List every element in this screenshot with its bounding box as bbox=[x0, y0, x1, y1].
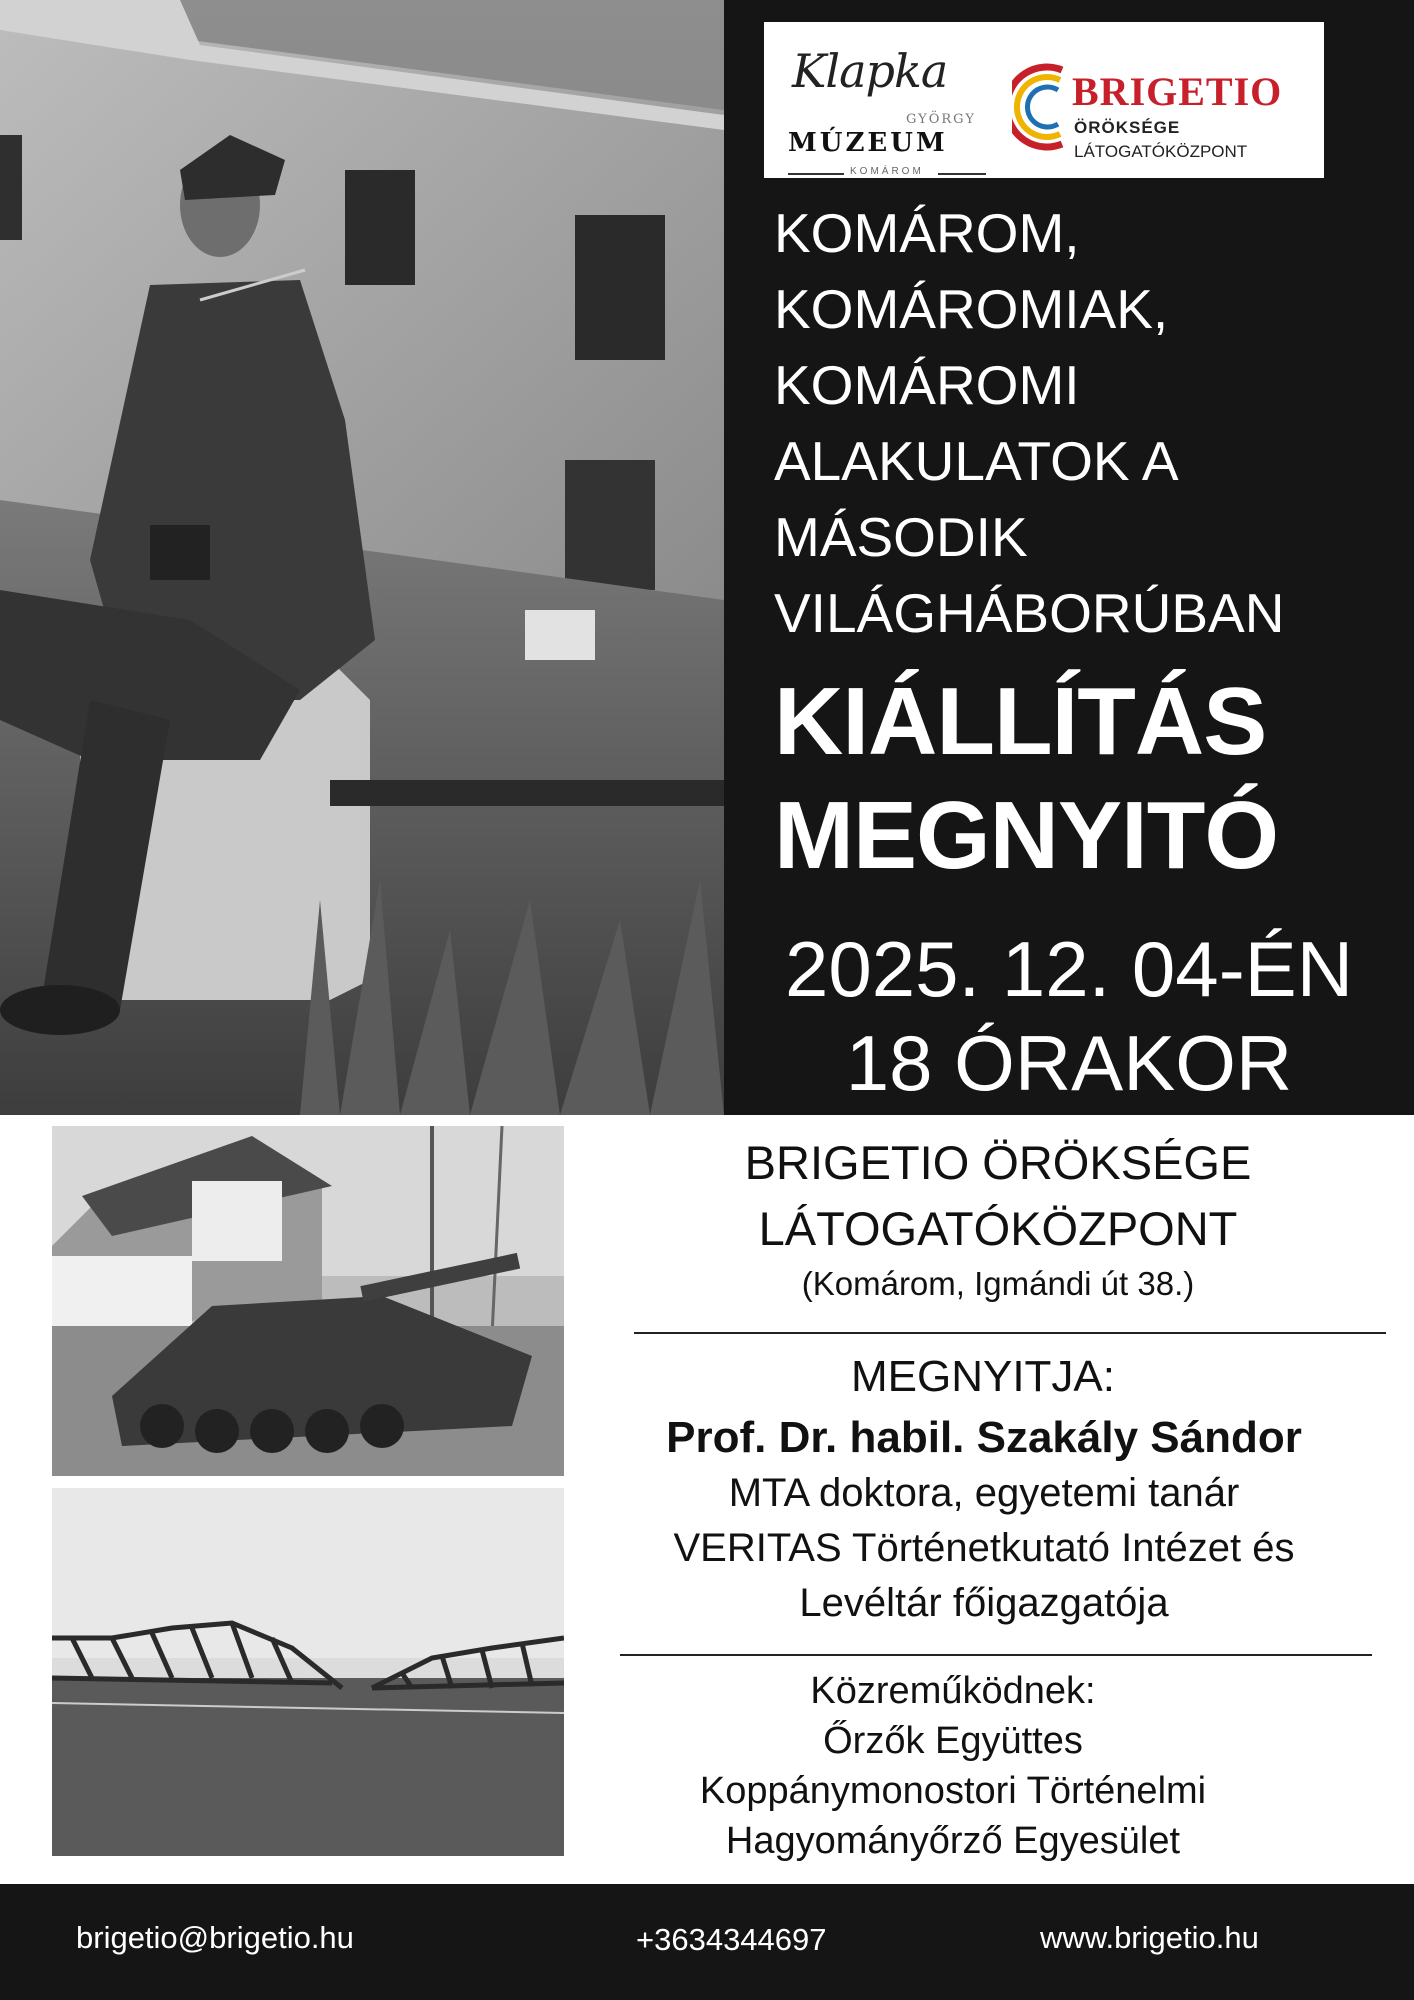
contributors-block bbox=[598, 1666, 1308, 1866]
event-title-line: KIÁLLÍTÁS bbox=[774, 668, 1267, 775]
klapka-script-text: Klapka bbox=[792, 44, 948, 98]
opener-role bbox=[598, 1466, 1370, 1631]
opener-role-line: MTA doktora, egyetemi tanár bbox=[728, 1471, 1240, 1515]
opener-role-line: Levéltár főigazgatója bbox=[799, 1581, 1169, 1625]
logo-bar bbox=[764, 22, 1324, 178]
brigetio-arc-icon bbox=[1012, 62, 1068, 152]
divider bbox=[634, 1332, 1386, 1334]
divider bbox=[620, 1654, 1372, 1656]
opener-label: MEGNYITJA: bbox=[850, 1352, 1116, 1401]
contributor-line: Koppánymonostori Történelmi bbox=[699, 1770, 1207, 1812]
event-datetime bbox=[724, 922, 1414, 1110]
footer-website[interactable]: www.brigetio.hu bbox=[1040, 1920, 1259, 1955]
headline-line: KOMÁROM, bbox=[774, 202, 1080, 264]
tank-photo bbox=[52, 1126, 564, 1476]
brigetio-title: BRIGETIO bbox=[1072, 69, 1283, 114]
venue-block bbox=[598, 1130, 1398, 1306]
footer-email[interactable]: brigetio@brigetio.hu bbox=[76, 1920, 354, 1955]
klapka-muzeum-text: MÚZEUM bbox=[788, 128, 948, 158]
headline-line: KOMÁROMIAK, bbox=[774, 278, 1169, 340]
event-title-line: MEGNYITÓ bbox=[774, 782, 1279, 889]
brigetio-logo bbox=[1012, 62, 1312, 162]
venue-name-line: LÁTOGATÓKÖZPONT bbox=[758, 1202, 1238, 1255]
brigetio-subtitle-1: ÖRÖKSÉGE bbox=[1074, 118, 1181, 137]
event-date: 2025. 12. 04-ÉN bbox=[784, 925, 1354, 1013]
klapka-rule-left bbox=[788, 173, 844, 175]
title-panel bbox=[724, 0, 1414, 1115]
headline-line: KOMÁROMI bbox=[774, 354, 1080, 416]
klapka-rule-right bbox=[938, 173, 986, 175]
footer bbox=[0, 1884, 1414, 2000]
venue-name-line: BRIGETIO ÖRÖKSÉGE bbox=[744, 1136, 1252, 1189]
soldier-photo bbox=[0, 0, 724, 1115]
headline-line: ALAKULATOK A bbox=[774, 430, 1179, 492]
contributor-line: Őrzők Együttes bbox=[823, 1720, 1083, 1762]
contributors-label: Közreműködnek: bbox=[810, 1670, 1096, 1712]
event-time: 18 ÓRAKOR bbox=[845, 1019, 1293, 1107]
opener-role-line: VERITAS Történetkutató Intézet és bbox=[673, 1526, 1295, 1570]
opener-name: Prof. Dr. habil. Szakály Sándor bbox=[666, 1413, 1302, 1462]
destroyed-bridge-photo bbox=[52, 1488, 564, 1856]
footer-phone[interactable]: +3634344697 bbox=[636, 1922, 827, 1957]
headline-line: VILÁGHÁBORÚBAN bbox=[774, 582, 1285, 644]
klapka-gyorgy-text: GYÖRGY bbox=[906, 112, 976, 127]
contributor-line: Hagyományőrző Egyesület bbox=[725, 1820, 1181, 1862]
klapka-city-text: KOMÁROM bbox=[850, 166, 924, 177]
event-title bbox=[774, 665, 1404, 893]
headline-line: MÁSODIK bbox=[774, 506, 1028, 568]
exhibition-headline bbox=[774, 195, 1404, 651]
klapka-museum-logo bbox=[788, 42, 988, 177]
brigetio-subtitle-2: LÁTOGATÓKÖZPONT bbox=[1074, 142, 1248, 161]
venue-address: (Komárom, Igmándi út 38.) bbox=[801, 1265, 1195, 1302]
